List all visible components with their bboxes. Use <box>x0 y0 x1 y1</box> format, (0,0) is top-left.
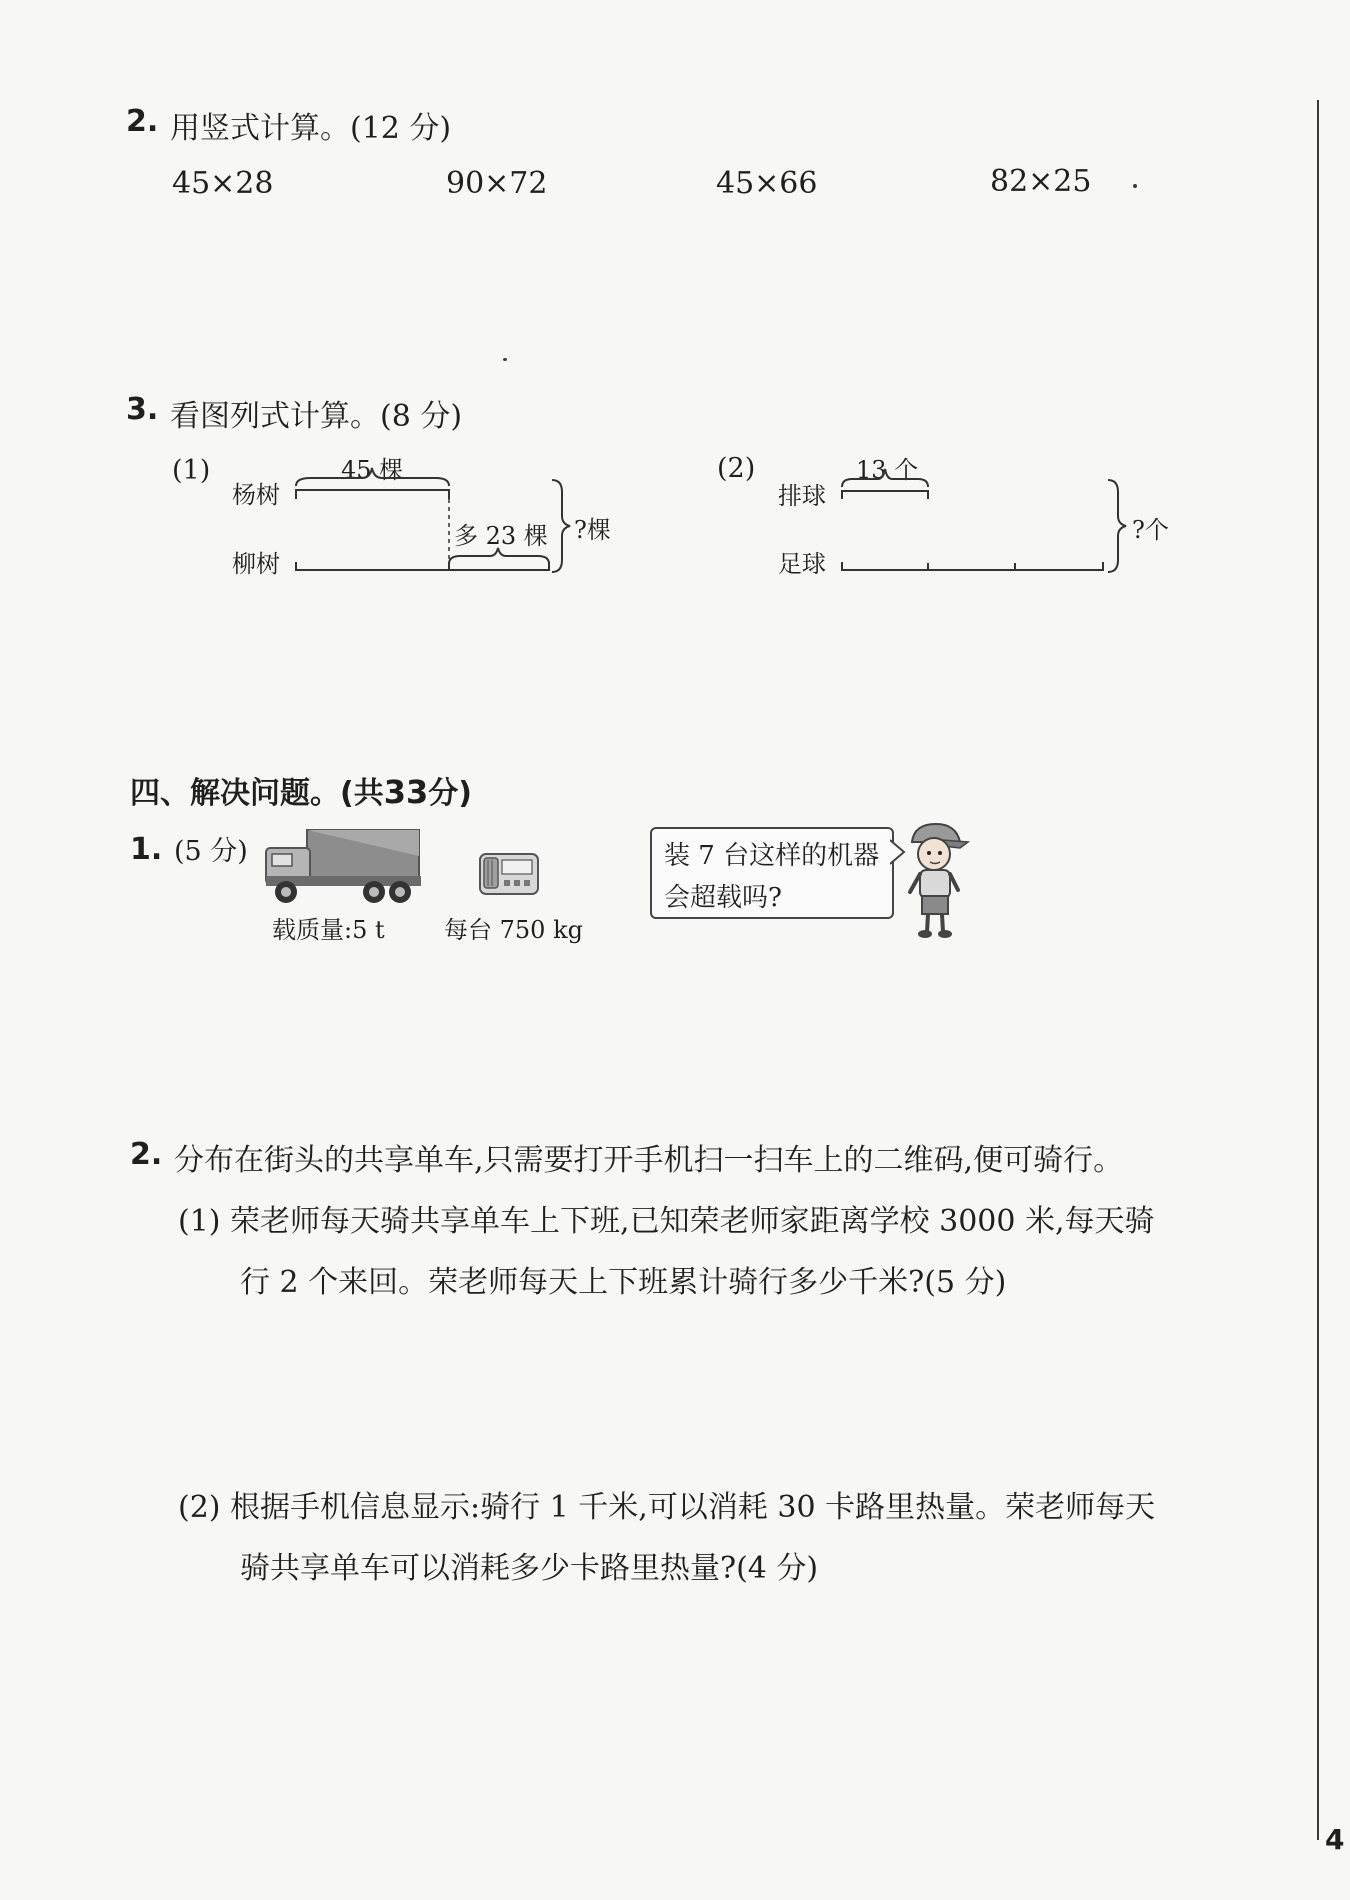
fig2-football-segment <box>842 562 1103 570</box>
p2-intro: 分布在街头的共享单车,只需要打开手机扫一扫车上的二维码,便可骑行。 <box>174 1143 1124 1178</box>
q2-problem-1: 45×28 <box>172 166 274 201</box>
fig1-label: (1) <box>172 455 211 486</box>
fig1-willow-label: 柳树 <box>232 550 280 578</box>
speech-bubble <box>650 827 894 919</box>
truck-icon <box>262 826 422 906</box>
boy-icon <box>902 820 970 940</box>
q2-title: 用竖式计算。(12 分) <box>170 111 452 146</box>
speech-line-1: 装 7 台这样的机器 <box>664 841 880 871</box>
machine-caption: 每台 750 kg <box>444 916 583 944</box>
section4-title-number: 33 <box>383 773 429 811</box>
q3-number: 3. <box>126 392 159 427</box>
q3-title: 看图列式计算。(8 分) <box>170 399 463 434</box>
p1-score: (5 分) <box>174 836 248 867</box>
p2-sub2-line1: (2) 根据手机信息显示:骑行 1 千米,可以消耗 30 卡路里热量。荣老师每天 <box>178 1490 1156 1525</box>
p1-number: 1. <box>130 832 163 867</box>
page-number: 4 <box>1325 1823 1345 1856</box>
fig2-volleyball-segment <box>842 491 928 499</box>
fig2-top-brace <box>842 469 928 487</box>
fig1-brace-top-label: 45 棵 <box>341 456 404 484</box>
q2-problem-4: 82×25 <box>990 164 1092 199</box>
fig2-label: (2) <box>717 453 756 484</box>
fig2-right-brace <box>1108 480 1126 572</box>
section4-title <box>130 768 472 812</box>
fig1-brace-extra-label: 多 23 棵 <box>454 522 548 550</box>
speech-line-2: 会超载吗? <box>664 883 782 913</box>
q2-number: 2. <box>126 104 159 139</box>
p2-sub1-line1: (1) 荣老师每天骑共享单车上下班,已知荣老师家距离学校 3000 米,每天骑 <box>178 1204 1155 1239</box>
q2-problem-3: 45×66 <box>716 166 818 201</box>
machine-icon <box>476 848 542 900</box>
fig2-football-label: 足球 <box>778 550 826 578</box>
p2-number: 2. <box>130 1137 163 1172</box>
fig2-total-label: ?个 <box>1132 516 1169 544</box>
section4-title-suffix: 分) <box>428 776 472 811</box>
q2-problem-2: 90×72 <box>446 166 548 201</box>
fig1-total-label: ?棵 <box>574 516 611 544</box>
truck-caption: 载质量:5 t <box>272 916 385 944</box>
fig2-brace-top-label: 13 个 <box>856 456 919 484</box>
fig1-poplar-label: 杨树 <box>232 481 280 509</box>
section4-title-prefix: 四、解决问题。(共 <box>130 776 384 811</box>
p2-sub1-line2: 行 2 个来回。荣老师每天上下班累计骑行多少千米?(5 分) <box>240 1265 1007 1300</box>
p2-sub2-line2: 骑共享单车可以消耗多少卡路里热量?(4 分) <box>240 1551 819 1586</box>
fig2-volleyball-label: 排球 <box>778 482 826 510</box>
